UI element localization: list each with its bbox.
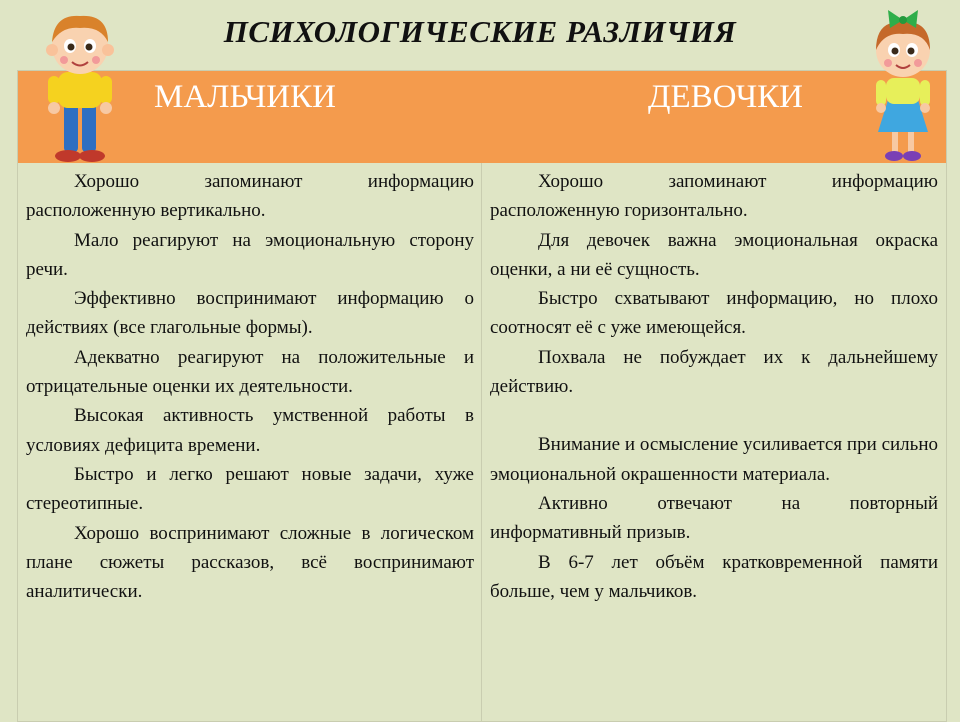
girls-item: Внимание и осмысление усиливается при сильно эмоциональной окрашенности материала. xyxy=(490,434,938,485)
boy-illustration xyxy=(38,6,124,166)
header-girls: ДЕВОЧКИ xyxy=(648,79,803,115)
girls-item: Хорошо запоминают информацию расположенную горизонтально. xyxy=(490,171,938,222)
boys-item: Хорошо запоминают информацию расположенную вертикально. xyxy=(26,171,474,222)
girls-item: Для девочек важна эмоциональная окраска оценки, а ни её сущность. xyxy=(490,229,938,280)
table-body xyxy=(18,163,946,721)
boys-item: Высокая активность умственной работы в условиях дефицита времени. xyxy=(26,405,474,456)
boys-item: Адекватно реагируют на положительные и отрицательные оценки их деятельности. xyxy=(26,346,474,398)
boys-item: Мало реагируют на эмоциональную сторону речи. xyxy=(26,229,474,280)
table-header xyxy=(18,71,946,163)
comparison-table xyxy=(17,70,947,722)
boys-item: Быстро и легко решают новые задачи, хуже стереотипные. xyxy=(26,463,474,515)
page-title: ПСИХОЛОГИЧЕСКИЕ РАЗЛИЧИЯ xyxy=(223,14,737,49)
girls-item: Активно отвечают на повторный информативный призыв. xyxy=(490,492,938,544)
boys-item: Хорошо воспринимают сложные в логическом плане сюжеты рассказов, всё воспринимают аналитически. xyxy=(26,522,474,603)
girls-item: В 6-7 лет объём кратковременной памяти больше, чем у мальчиков. xyxy=(490,551,938,602)
boys-column xyxy=(26,167,474,606)
girls-item: Быстро схватывают информацию, но плохо соотносят её с уже имеющейся. xyxy=(490,288,938,339)
girl-illustration xyxy=(858,8,948,168)
girls-item: Похвала не побуждает их к дальнейшему действию. xyxy=(490,346,938,398)
girls-column xyxy=(490,167,938,606)
header-boys: МАЛЬЧИКИ xyxy=(154,79,336,115)
boys-item: Эффективно воспринимают информацию о действиях (все глагольные формы). xyxy=(26,288,474,339)
